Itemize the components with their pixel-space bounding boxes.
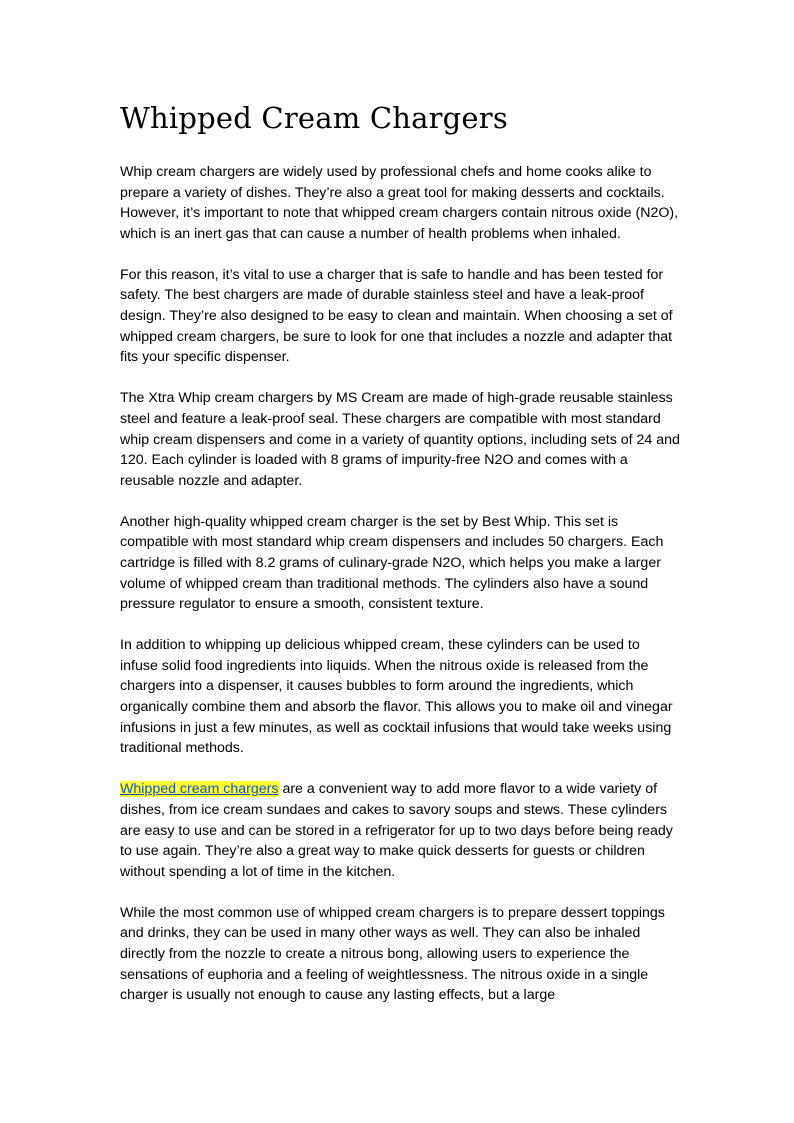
paragraph-1: Whip cream chargers are widely used by professional chefs and home cooks alike to prepare a variety of dishes. They’re also a great tool for making desserts and cocktails. However, it’s important to note that whipped cream chargers contain nitrous oxide (N2O), which is an inert gas that can cause a number of health problems when inhaled. (120, 164, 679, 242)
paragraph-3: The Xtra Whip cream chargers by MS Cream are made of high-grade reusable stainless steel and feature a leak-proof seal. These chargers are compatible with most standard whip cream dispensers and come in a variety of quantity options, including sets of 24 and 120. Each cylinder is loaded with 8 grams of impurity-free N2O and comes with a reusable nozzle and adapter. (120, 390, 680, 489)
paragraph-4: Another high-quality whipped cream charger is the set by Best Whip. This set is compatible with most standard whip cream dispensers and includes 50 chargers. Each cartridge is filled with 8.2 grams of culinary-grade N2O, which helps you make a larger volume of whipped cream than traditional methods. The cylinders also have a sound pressure regulator to ensure a smooth, consistent texture. (120, 513, 664, 613)
paragraph-7: While the most common use of whipped cream chargers is to prepare dessert toppings and drinks, they can be used in many other ways as well. They can also be inhaled directly from the nozzle to create a nitrous bong, allowing users to experience the sensations of euphoria and a feeling of weightlessness. The nitrous oxide in a single charger is usually not enough to cause any lasting effects, but a large (120, 904, 665, 1004)
paragraph-6-text: are a convenient way to add more flavor to a wide variety of dishes, from ice cream sundaes and cakes to savory soups and stews. These cylinders are easy to use and can be stored in a refrigerator for up to two days before being ready to use again. They’re also a great way to make quick desserts for guests or children without spending a lot of time in the kitchen. (120, 781, 673, 880)
document-page (120, 96, 680, 1026)
whipped-cream-chargers-link[interactable]: Whipped cream chargers (120, 781, 279, 798)
paragraph-5: In addition to whipping up delicious whipped cream, these cylinders can be used to infuse solid food ingredients into liquids. When the nitrous oxide is released from the chargers into a dispenser, it causes bubbles to form around the ingredients, which organically combine them and absorb the flavor. This allows you to make oil and vinegar infusions in just a few minutes, as well as cocktail infusions that would take weeks using traditional methods. (120, 637, 673, 757)
paragraph-2: For this reason, it’s vital to use a charger that is safe to handle and has been tested for safety. The best chargers are made of durable stainless steel and have a leak-proof design. They’re also designed to be easy to clean and maintain. When choosing a set of whipped cream chargers, be sure to look for one that includes a nozzle and adapter that fits your specific dispenser. (120, 266, 673, 366)
document-title: Whipped Cream Chargers (120, 101, 508, 135)
paragraph-6 (120, 779, 680, 882)
